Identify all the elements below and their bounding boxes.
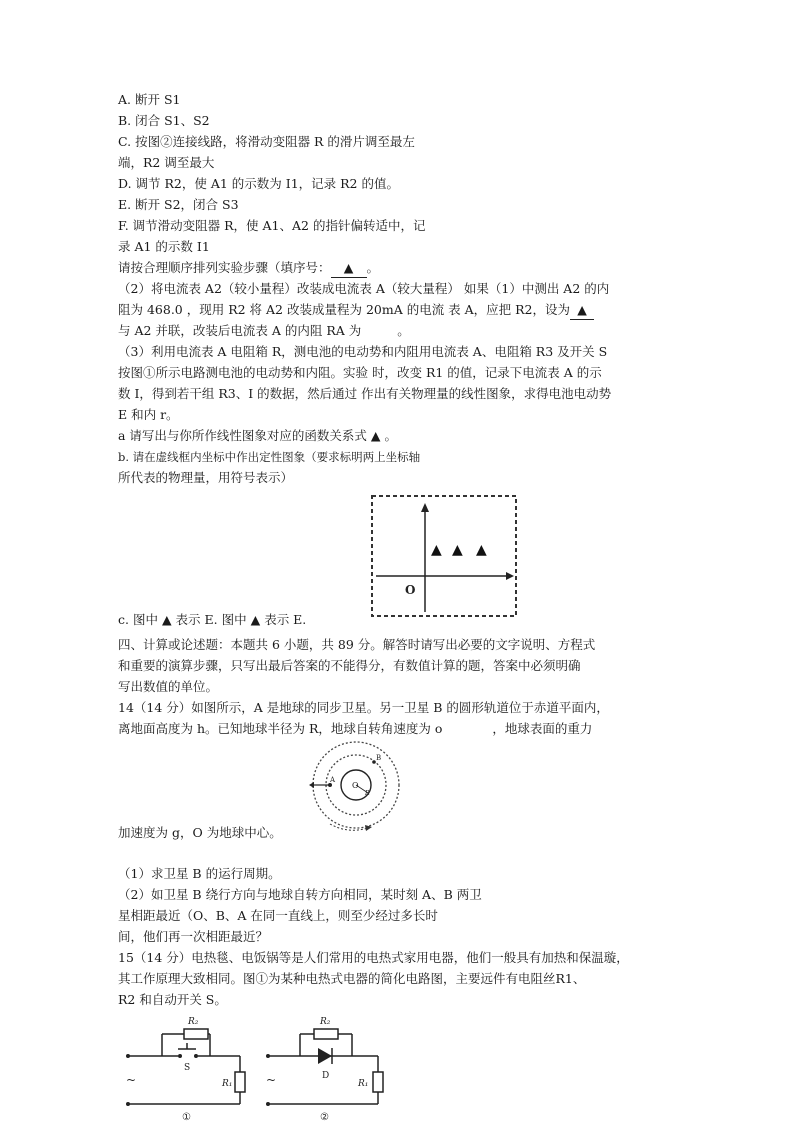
q15-line3: R2 和自动开关 S。 — [118, 992, 227, 1007]
ac-source-label: ~ — [266, 1073, 277, 1087]
section4-heading: 四、计算或论述题：本题共 6 小题，共 89 分。解答时请写出必要的文字说明、方程式 — [118, 637, 596, 652]
part2-line3: 与 A2 并联，改装后电流表 A 的内阻 RA 为 。 — [118, 323, 410, 338]
q14-line3: 加速度为 g，O 为地球中心。 — [118, 825, 282, 840]
switch-contact — [178, 1054, 182, 1058]
figure-caption: ② — [320, 1112, 329, 1123]
part3-line3: 数 I，得到若干组 R3、I 的数据，然后通过 作出有关物理量的线性图象，求得电池电动势 — [118, 386, 612, 401]
origin-label: O — [405, 583, 416, 597]
part3-c: c. 图中 ▲ 表示 E. 图中 ▲ 表示 E. — [118, 612, 307, 627]
coordinate-graph — [370, 494, 520, 618]
figure-caption: ① — [182, 1112, 191, 1123]
q14-line1: 14（14 分）如图所示，A 是地球的同步卫星。另一卫星 B 的圆形轨道位于赤道平面内， — [118, 700, 609, 715]
label-a: A — [330, 776, 336, 784]
r2-label: R₂ — [188, 1017, 199, 1027]
section4-line2: 和重要的演算步骤，只写出最后答案的不能得分，有数值计算的题，答案中必须明确 — [118, 658, 581, 673]
arrow-a-head-icon — [309, 782, 314, 788]
q14-sub2-cont2: 间，他们再一次相距最近？ — [118, 929, 269, 944]
resistor-r2 — [314, 1029, 338, 1039]
resistor-r1 — [373, 1072, 383, 1092]
step-f-cont: 录 A1 的示数 I1 — [118, 239, 210, 254]
y-axis-arrow-icon — [421, 503, 429, 512]
step-b: B. 闭合 S1、S2 — [118, 113, 210, 128]
terminal-dot — [126, 1054, 130, 1058]
step-c: C. 按图②连接线路，将滑动变阻器 R 的滑片调至最左 — [118, 134, 415, 149]
part3-line1: （3）利用电流表 A 电阻箱 R，测电池的电动势和内阻用电流表 A、电阻箱 R3 及开关 S — [118, 344, 608, 359]
terminal-dot — [266, 1102, 270, 1106]
part3-b-cont: 所代表的物理量，用符号表示） — [118, 470, 294, 485]
answer-blank: ▲ — [570, 301, 594, 320]
label-o: O — [352, 781, 359, 790]
blank-mark: ▲ — [476, 542, 487, 558]
q14-sub1: （1）求卫星 B 的运行周期。 — [118, 866, 281, 881]
order-question: 请按合理顺序排列实验步骤（填序号： ▲ 。 — [118, 259, 379, 278]
part3-a: a 请写出与你所作线性图象对应的函数关系式 ▲ 。 — [118, 428, 398, 443]
blank-mark: ▲ — [431, 542, 442, 558]
q14-sub2: （2）如卫星 B 绕行方向与地球自转方向相同，某时刻 A、B 两卫 — [118, 887, 482, 902]
part3-b: b. 请在虚线框内坐标中作出定性图象（要求标明两上坐标轴 — [118, 450, 421, 464]
blank-mark: ▲ — [452, 542, 463, 558]
ac-source-label: ~ — [126, 1073, 137, 1087]
step-f: F. 调节滑动变阻器 R，使 A1、A2 的指针偏转适中，记 — [118, 218, 426, 233]
resistor-r2 — [184, 1029, 208, 1039]
part3-line2: 按图①所示电路测电池的电动势和内阻。实验 时，改变 R1 的值，记录下电流表 A 的示 — [118, 365, 602, 380]
part2-line1: （2）将电流表 A2（较小量程）改装成电流表 A（较大量程） 如果（1）中测出 A2 的内 — [118, 281, 610, 296]
resistor-r1 — [235, 1072, 245, 1092]
terminal-dot — [266, 1054, 270, 1058]
part3-line4: E 和内 r。 — [118, 407, 179, 422]
step-d: D. 调节 R2，使 A1 的示数为 I1，记录 R2 的值。 — [118, 176, 399, 191]
diode-icon — [318, 1048, 332, 1064]
orbit-diagram — [308, 738, 404, 834]
step-a: A. 断开 S1 — [118, 92, 181, 107]
r1-label: R₁ — [358, 1079, 369, 1089]
diode-label: D — [322, 1071, 330, 1081]
step-e: E. 断开 S2，闭合 S3 — [118, 197, 239, 212]
x-axis-arrow-icon — [506, 572, 514, 580]
circuit-diagram-2 — [262, 1012, 388, 1122]
switch-label: S — [184, 1063, 191, 1073]
label-b: B — [376, 754, 382, 762]
answer-blank: ▲ — [331, 259, 367, 278]
switch-contact — [194, 1054, 198, 1058]
q14-sub2-cont1: 星相距最近（O、B、A 在同一直线上，则至少经过多长时 — [118, 908, 438, 923]
section4-line3: 写出数值的单位。 — [118, 679, 219, 694]
q15-line1: 15（14 分）电热毯、电饭锅等是人们常用的电热式家用电器，他们一般具有加热和保温璇， — [118, 950, 629, 965]
step-c-cont: 端，R2 调至最大 — [118, 155, 215, 170]
r2-label: R₂ — [320, 1017, 331, 1027]
q14-line2: 离地面高度为 h。已知地球半径为 R，地球自转角速度为 o ，地球表面的重力 — [118, 721, 593, 736]
q15-line2: 其工作原理大致相同。图①为某种电热式电器的简化电路图，主要远件有电阻丝R1、 — [118, 971, 586, 986]
circuit-diagram-1 — [122, 1012, 248, 1122]
dashed-frame — [372, 496, 516, 616]
label-r: R — [365, 790, 370, 797]
r1-label: R₁ — [222, 1079, 233, 1089]
part2-line2: 阻为 468.0 ，现用 R2 将 A2 改装成量程为 20mA 的电流 表 A，应把 R2，设为 ▲ — [118, 301, 594, 320]
terminal-dot — [126, 1102, 130, 1106]
